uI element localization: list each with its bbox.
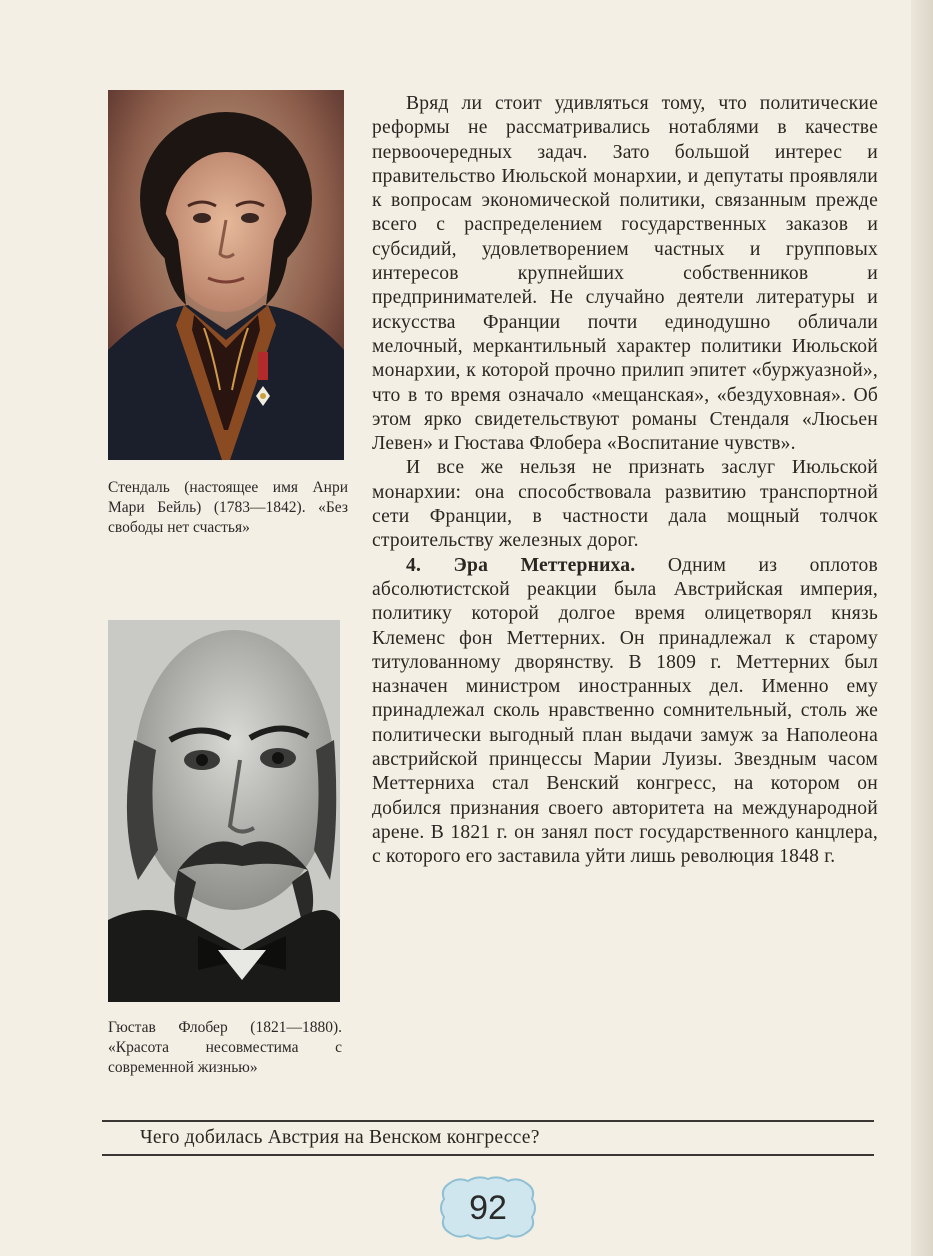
page-number-badge (438, 1175, 538, 1241)
paragraph-july-monarchy-policy: Вряд ли стоит удивляться тому, что политические реформы не рассматривались нотаблями в качестве первоочередных задач. Зато большой интерес и правительство Июльской монархии, и депутаты проявляли к вопросам экономической политики, связанным прежде всего с распределением государственных заказов и субсидий, удовлетворением частных и групповых интересов крупнейших собственников и предпринимателей. Не случайно деятели литературы и искусства Франции почти единодушно обличали мелочный, меркантильный характер политики Июльской монархии, к которой прочно прилип эпитет «буржуазной», что в то время означало «мещанская», «бездуховная». Об этом ярко свидетельствуют романы Стендаля «Люсьен Левен» и Гюстава Флобера «Воспитание чувств». (372, 93, 878, 455)
page-number: 92 (469, 1188, 507, 1227)
review-question (102, 1120, 874, 1156)
stendhal-portrait-drawing (108, 90, 344, 460)
flaubert-portrait (108, 620, 340, 1002)
main-text (372, 92, 878, 870)
section-heading: 4. Эра Меттерниха. (406, 554, 636, 576)
paragraph-july-monarchy-merits: И все же нельзя не признать заслуг Июльской монархии: она способствовала развитию транспортной сети Франции, в частности дала мощный толчок строительству железных дорог. (372, 457, 878, 552)
review-question-text: Чего добилась Австрия на Венском конгрессе? (140, 1127, 540, 1148)
flaubert-portrait-drawing (108, 620, 340, 1002)
page-edge (911, 0, 933, 1256)
stendhal-caption: Стендаль (настоящее имя Анри Мари Бейль) (1783—1842). «Без свободы нет счастья» (108, 479, 348, 536)
paragraph-metternich (372, 554, 878, 870)
paragraph-metternich-text: Одним из оплотов абсолютистской реакции была Австрийская империя, политику которой долгое время олицетворял князь Клеменс фон Меттерних. Он принадлежал к старому титулованному дворянству. В 1809 г. Меттерних был назначен министром иностранных дел. Именно ему принадлежал сколь нравственно сомнительный, столь же политически выгодный план выдачи замуж за Наполеона австрийской принцессы Марии Луизы. Звездным часом Меттерниха стал Венский конгресс, на котором он добился признания своего авторитета на международной арене. В 1821 г. он занял пост государственного канцлера, с которого его заставила уйти лишь революция 1848 г. (372, 554, 878, 868)
stendhal-portrait (108, 90, 344, 460)
flaubert-caption: Гюстав Флобер (1821—1880). «Красота несовместима с современной жизнью» (108, 1019, 342, 1076)
